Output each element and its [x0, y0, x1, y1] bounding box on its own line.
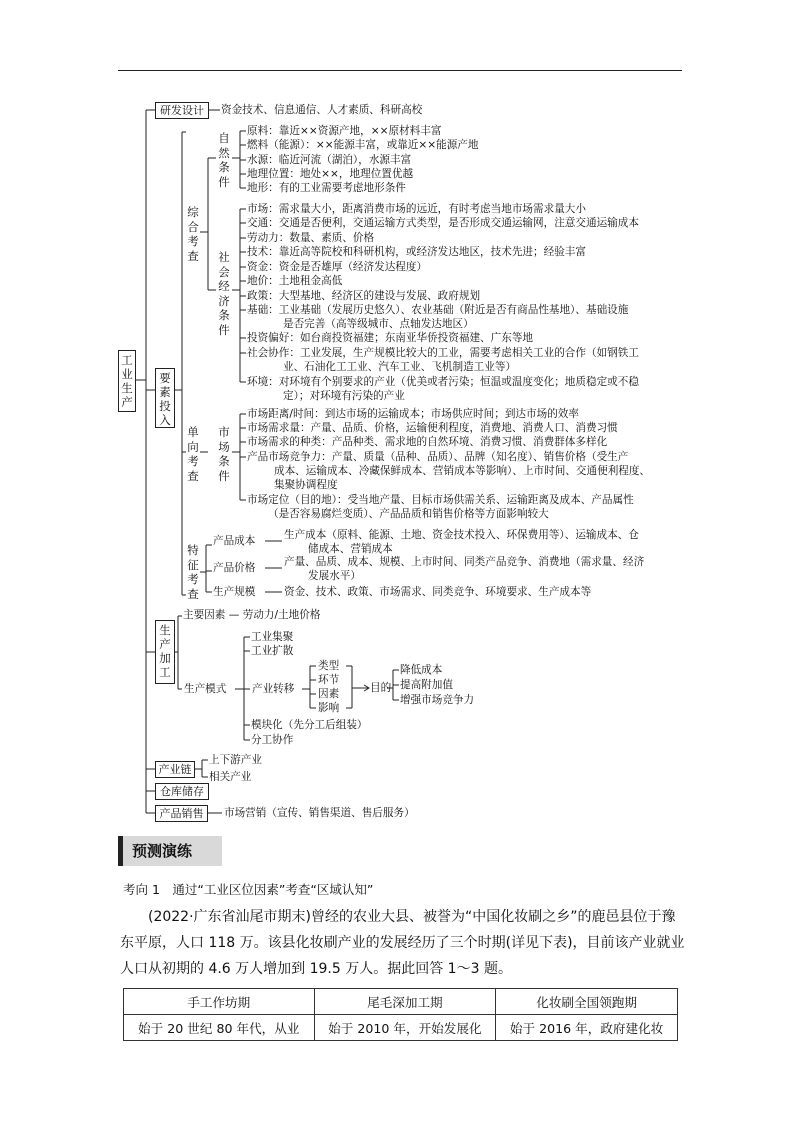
table-cell: 始于 2016 年，政府建化妆: [496, 1015, 678, 1041]
list-item: 社会协作：工业发展，生产规模比较大的工业，需要考虑相关工业的合作（如钢铁工: [247, 347, 639, 359]
warehouse-storage-box: 仓库储存: [155, 783, 209, 800]
table-header-cell: 手工作坊期: [124, 989, 315, 1015]
question-paragraph-line-1: (2022·广东省汕尾市期末)曾经的农业大县、被誉为“中国化妆刷之乡”的鹿邑县位于豫: [148, 909, 676, 925]
list-item: 产品市场竞争力：产量、质量（品种、品质）、品牌（知名度）、销售价格（受生产: [247, 451, 629, 463]
product-sales-box: 产品销售: [155, 805, 208, 822]
question-paragraph-line-3: 人口从初期的 4.6 万人增加到 19.5 万人。据此回答 1～3 题。: [120, 961, 512, 977]
list-item-cont: （是否容易腐烂变质）、产品品质和销售价格等方面影响较大: [268, 508, 549, 520]
table-header-cell: 化妆刷全国领跑期: [496, 989, 678, 1015]
industry-chain-box: 产业链: [155, 761, 195, 778]
list-item: 市场需求的种类：产品种类、需求地的自然环境、消费习惯、消费群体多样化: [247, 436, 608, 448]
transfer-item-type: 类型: [318, 660, 340, 672]
transfer-item-link: 环节: [318, 674, 340, 686]
list-item: 地价：土地租金高低: [247, 275, 343, 287]
product-cost-text: 生产成本（原料、能源、土地、资金技术投入、环保费用等）、运输成本、仓: [284, 529, 639, 541]
division-cooperation: 分工协作: [251, 734, 294, 746]
industrial-agglomeration: 工业集聚: [251, 631, 294, 643]
sales-text: 市场营销（宣传、销售渠道、售后服务）: [224, 807, 415, 819]
table-cell: 始于 2010 年，开始发展化: [314, 1015, 496, 1041]
modularization: 模块化（先分工后组装）: [251, 719, 368, 731]
single-aspect-label: 单向考查: [187, 425, 199, 483]
list-item: 资金：资金是否雄厚（经济发达程度）: [247, 261, 428, 273]
section-bar: [118, 836, 123, 866]
table-header-row: [124, 989, 678, 1015]
feature-label: 特征考查: [187, 543, 199, 601]
research-design-box: 研发设计: [155, 102, 209, 119]
list-item: 政策：大型基地、经济区的建设与发展、政府规划: [247, 290, 481, 302]
table-header-cell: 尾毛深加工期: [314, 989, 496, 1015]
list-item: 技术：靠近高等院校和科研机构，或经济发达地区，技术先进；经验丰富: [247, 246, 586, 258]
list-item-cont: 集聚协调程度: [274, 479, 338, 491]
section-title: 预测演练: [118, 836, 222, 866]
production-processing-box: 生产加工: [155, 620, 175, 684]
main-factor-text: 主要因素 — 劳动力/土地价格: [183, 609, 321, 621]
list-item: 燃料（能源）：××能源丰富，或靠近××能源产地: [247, 139, 479, 151]
market-conditions-label: 市场条件: [218, 425, 230, 483]
question-paragraph-line-2: 东平原，人口 118 万。该县化妆刷产业的发展经历了三个时期(详见下表)，目前该产业就业: [120, 935, 685, 951]
list-item-cont: 是否完善（高等级城市、点轴发达地区）: [283, 318, 474, 330]
period-table: [123, 988, 678, 1041]
goal-label: 目的: [370, 682, 392, 694]
production-mode-label: 生产模式: [184, 683, 227, 695]
chain-related: 相关产业: [209, 771, 252, 783]
list-item: 投资偏好：如台商投资福建；东南亚华侨投资福建、广东等地: [247, 332, 534, 344]
product-price-text: 产量、品质、成本、规模、上市时间、同类产品竞争、消费地（需求量、经济: [284, 556, 645, 568]
socioeconomic-label: 社会经济条件: [218, 250, 230, 337]
goal-reduce-cost: 降低成本: [400, 664, 443, 676]
industrial-diffusion: 工业扩散: [251, 645, 294, 657]
goal-add-value: 提高附加值: [400, 679, 453, 691]
natural-conditions-label: 自然条件: [218, 131, 230, 189]
product-price-label: 产品价格: [213, 562, 256, 574]
product-cost-text-cont: 储成本、营销成本: [308, 543, 393, 555]
table-cell: 始于 20 世纪 80 年代，从业: [124, 1015, 315, 1041]
factor-input-box: 要素投入: [155, 368, 175, 428]
list-item: 市场定位（目的地）：受当地产量、目标市场供需关系、运输距离及成本、产品属性: [247, 494, 634, 506]
transfer-item-effect: 影响: [318, 702, 340, 714]
industrial-transfer: 产业转移: [252, 683, 295, 695]
list-item: 市场距离/时间：到达市场的运输成本；市场供应时间；到达市场的效率: [247, 408, 579, 420]
list-item: 原料：靠近××资源产地，××原材料丰富: [247, 125, 442, 137]
transfer-item-factor: 因素: [318, 688, 340, 700]
goal-competitiveness: 增强市场竞争力: [400, 694, 475, 706]
list-item: 环境：对环境有个别要求的产业（优美或者污染；恒温或温度变化；地质稳定或不稳: [247, 376, 639, 388]
list-item: 交通：交通是否便利，交通运输方式类型，是否形成交通运输网，注意交通运输成本: [247, 217, 639, 229]
list-item: 地理位置：地处××，地理位置优越: [247, 168, 414, 180]
list-item: 水源：临近河流（湖泊），水源丰富: [247, 154, 412, 166]
production-scale-text: 资金、技术、政策、市场需求、同类竞争、环境要求、生产成本等: [284, 586, 592, 598]
product-price-text-cont: 发展水平）: [308, 570, 361, 582]
chain-upstream: 上下游产业: [209, 754, 262, 766]
list-item: 市场：需求量大小，距离消费市场的远近，有时考虑当地市场需求量大小: [247, 203, 586, 215]
comprehensive-label: 综合考查: [187, 205, 199, 263]
list-item: 地形：有的工业需要考虑地形条件: [247, 182, 406, 194]
table-row: [124, 1015, 678, 1041]
list-item-cont: 定）；对环境有污染的产业: [283, 390, 405, 402]
question-heading: 考向 1 通过“工业区位因素”考查“区域认知”: [123, 882, 374, 897]
list-item: 市场需求量：产量、品质、价格，运输便利程度，消费地、消费人口、消费习惯: [247, 422, 618, 434]
list-item-cont: 业、石油化工工业、汽车工业、飞机制造工业等）: [283, 361, 517, 373]
research-design-text: 资金技术、信息通信、人才素质、科研高校: [221, 104, 423, 116]
list-item: 劳动力：数量、素质、价格: [247, 232, 375, 244]
list-item: 基础：工业基础（发展历史悠久）、农业基础（附近是否有商品性基地）、基础设施: [247, 304, 629, 316]
industrial-production-box: 工业生产: [118, 350, 136, 412]
product-cost-label: 产品成本: [213, 535, 256, 547]
list-item-cont: 成本、运输成本、冷藏保鲜成本、营销成本等影响）、上市时间、交通便利程度、: [274, 465, 651, 477]
production-scale-label: 生产规模: [213, 586, 256, 598]
